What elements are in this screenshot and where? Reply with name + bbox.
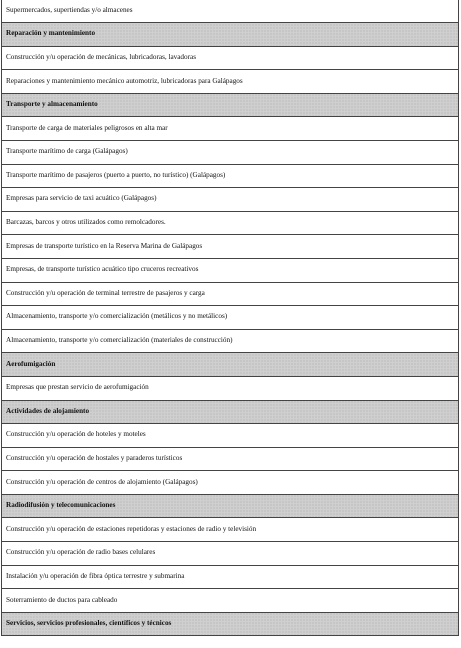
table-row xyxy=(2,0,459,23)
activity-text: Transporte de carga de materiales peligrosos en alta mar xyxy=(2,117,459,141)
activity-text: Construcción y/u operación de mecánicas, lubricadoras, lavadoras xyxy=(2,46,459,70)
table-row xyxy=(2,282,459,306)
activity-text: Soterramiento de ductos para cableado xyxy=(2,589,459,613)
table-row xyxy=(2,70,459,94)
section-header-row xyxy=(2,23,459,47)
activity-text: Construcción y/u operación de radio bases celulares xyxy=(2,542,459,566)
table-row xyxy=(2,565,459,589)
table-row xyxy=(2,235,459,259)
section-header-text: Actividades de alojamiento xyxy=(2,400,459,424)
activity-text: Construcción y/u operación de hostales y paraderos turísticos xyxy=(2,447,459,471)
table-row xyxy=(2,306,459,330)
section-header-row xyxy=(2,93,459,117)
section-header-text: Transporte y almacenamiento xyxy=(2,93,459,117)
section-header-row xyxy=(2,494,459,518)
activity-text: Transporte marítimo de carga (Galápagos) xyxy=(2,140,459,164)
table-body xyxy=(2,0,459,636)
activity-text: Construcción y/u operación de terminal terrestre de pasajeros y carga xyxy=(2,282,459,306)
table-row xyxy=(2,518,459,542)
activity-text: Transporte marítimo de pasajeros (puerto a puerto, no turístico) (Galápagos) xyxy=(2,164,459,188)
activity-text: Empresas, de transporte turístico acuático tipo cruceros recreativos xyxy=(2,258,459,282)
activity-text: Construcción y/u operación de hoteles y moteles xyxy=(2,424,459,448)
section-header-text: Servicios, servicios profesionales, científicos y técnicos xyxy=(2,612,459,636)
table-row xyxy=(2,447,459,471)
table-row xyxy=(2,471,459,495)
table-row xyxy=(2,164,459,188)
activity-text: Empresas que prestan servicio de aerofumigación xyxy=(2,376,459,400)
activity-table xyxy=(1,0,459,636)
activity-text: Reparaciones y mantenimiento mecánico automotriz, lubricadoras para Galápagos xyxy=(2,70,459,94)
section-header-row xyxy=(2,353,459,377)
table-row xyxy=(2,188,459,212)
activity-text: Empresas de transporte turístico en la Reserva Marina de Galápagos xyxy=(2,235,459,259)
activity-text: Supermercados, supertiendas y/o almacenes xyxy=(2,0,459,23)
table-row xyxy=(2,589,459,613)
table-row xyxy=(2,258,459,282)
activity-text: Barcazas, barcos y otros utilizados como remolcadores. xyxy=(2,211,459,235)
section-header-row xyxy=(2,400,459,424)
table-row xyxy=(2,140,459,164)
table-row xyxy=(2,542,459,566)
table-row xyxy=(2,211,459,235)
section-header-text: Aerofumigación xyxy=(2,353,459,377)
table-row xyxy=(2,117,459,141)
table-row xyxy=(2,424,459,448)
table-row xyxy=(2,46,459,70)
section-header-text: Radiodifusión y telecomunicaciones xyxy=(2,494,459,518)
activity-text: Almacenamiento, transporte y/o comercialización (metálicos y no metálicos) xyxy=(2,306,459,330)
table-row xyxy=(2,329,459,353)
activity-text: Almacenamiento, transporte y/o comercialización (materiales de construcción) xyxy=(2,329,459,353)
activity-text: Construcción y/u operación de estaciones repetidoras y estaciones de radio y televisión xyxy=(2,518,459,542)
section-header-row xyxy=(2,612,459,636)
activity-text: Construcción y/u operación de centros de alojamiento (Galápagos) xyxy=(2,471,459,495)
activity-text: Instalación y/u operación de fibra óptica terrestre y submarina xyxy=(2,565,459,589)
section-header-text: Reparación y mantenimiento xyxy=(2,23,459,47)
activity-text: Empresas para servicio de taxi acuático (Galápagos) xyxy=(2,188,459,212)
table-row xyxy=(2,376,459,400)
